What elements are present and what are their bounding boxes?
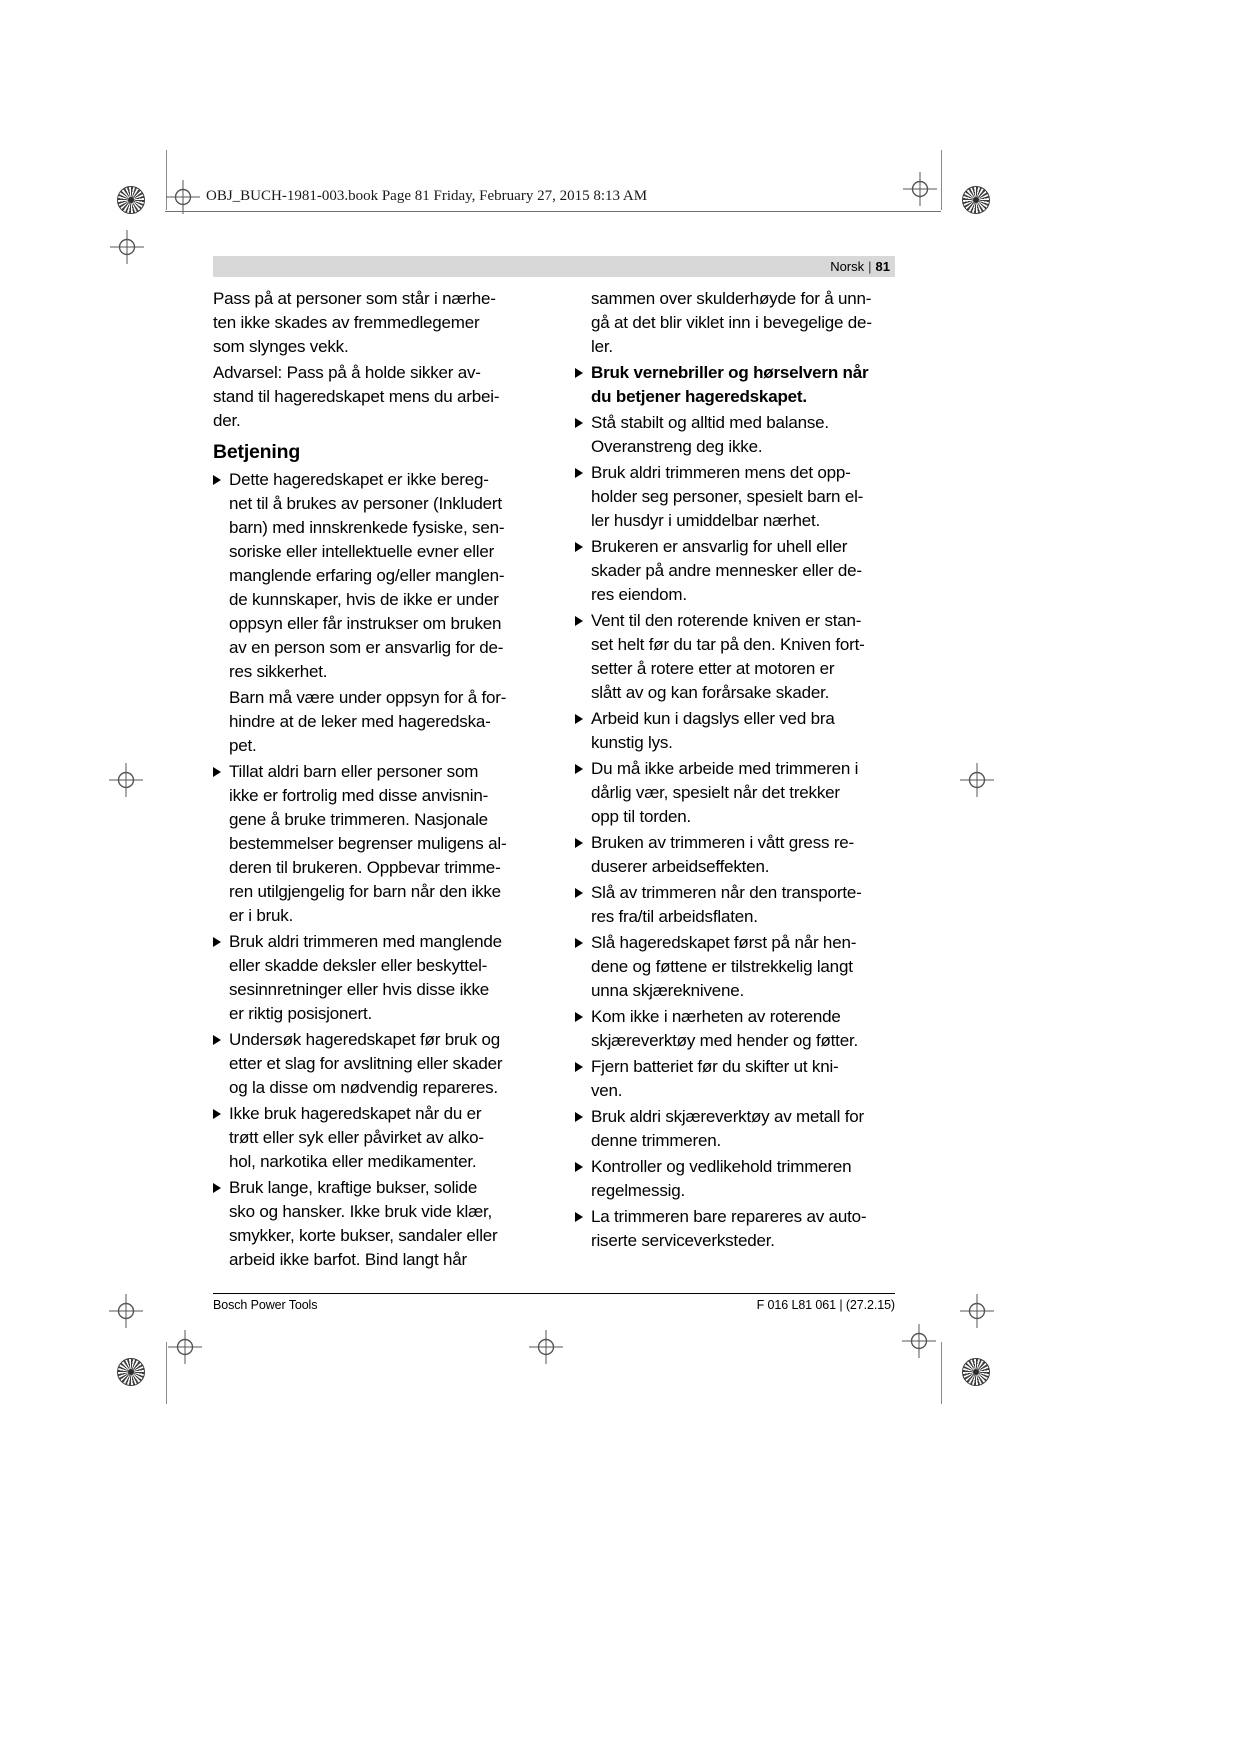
registration-mark-icon (110, 230, 144, 264)
bullet-text: Du må ikke arbeide med trimmeren i dårlig vær, spesielt når det trekker opp til torden. (591, 759, 859, 826)
registration-mark-icon (109, 1294, 143, 1328)
bullet-item (213, 468, 545, 684)
separator: | (868, 259, 872, 274)
registration-mark-icon (903, 172, 937, 206)
bullet-arrow-icon (575, 1155, 591, 1203)
language-label: Norsk (830, 259, 865, 274)
crop-mark (941, 150, 942, 210)
bullet-item (575, 609, 905, 705)
bullet-item (213, 1176, 545, 1272)
bullet-item (575, 535, 905, 607)
footer-rule (213, 1293, 895, 1294)
bullet-text: Vent til den roterende kniven er stan- set helt før du tar på den. Kniven fort- setter å rotere etter at motoren er slått av og kan forårsake skader. (591, 611, 865, 702)
bullet-text: La trimmeren bare repareres av auto- riserte serviceverksteder. (591, 1207, 867, 1250)
bullet-arrow-icon (575, 707, 591, 755)
bullet-text: Kontroller og vedlikehold trimmeren regelmessig. (591, 1157, 852, 1200)
page-number: 81 (875, 259, 890, 274)
bullet-arrow-icon (575, 757, 591, 829)
bullet-item (575, 361, 905, 409)
bullet-arrow-icon (575, 535, 591, 607)
bullet-arrow-icon (213, 1176, 229, 1272)
registration-mark-icon (109, 763, 143, 797)
left-column (213, 287, 545, 1274)
bullet-text: Brukeren er ansvarlig for uhell eller skader på andre mennesker eller de- res eiendom. (591, 537, 862, 604)
bullet-item (575, 411, 905, 459)
bullet-arrow-icon (575, 931, 591, 1003)
bullet-text: Slå av trimmeren når den transporte- res fra/til arbeidsflaten. (591, 883, 862, 926)
crop-mark (166, 1342, 167, 1404)
bullet-item (213, 1028, 545, 1100)
color-control-mark-icon (117, 186, 145, 214)
color-control-mark-icon (962, 1358, 990, 1386)
bullet-text: Bruk aldri skjæreverktøy av metall for denne trimmeren. (591, 1107, 864, 1150)
bullet-item (575, 1055, 905, 1103)
paragraph: Pass på at personer som står i nærhe- ten ikke skades av fremmedlegemer som slynges vekk. (213, 289, 496, 356)
bullet-text: Bruk vernebriller og hørselvern når du betjener hageredskapet. (591, 363, 869, 406)
bullet-text: Bruk aldri trimmeren mens det opp- holder seg personer, spesielt barn el- ler husdyr i umiddelbar nærhet. (591, 463, 864, 530)
bullet-text: Slå hageredskapet først på når hen- dene og føttene er tilstrekkelig langt unna skjæreknivene. (591, 933, 857, 1000)
paragraph: Advarsel: Pass på å holde sikker av- stand til hageredskapet mens du arbei- der. (213, 363, 500, 430)
bullet-item (213, 760, 545, 928)
bullet-item (213, 1102, 545, 1174)
bullet-text: Bruk aldri trimmeren med manglende eller skadde deksler eller beskyttel- sesinnretninger eller hvis disse ikke er riktig posisjonert. (229, 932, 502, 1023)
header-rule (165, 211, 941, 212)
bullet-text: Kom ikke i nærheten av roterende skjæreverktøy med hender og føtter. (591, 1007, 858, 1050)
page-footer (213, 1298, 895, 1312)
registration-mark-icon (168, 1330, 202, 1364)
bullet-item (575, 931, 905, 1003)
registration-mark-icon (960, 1294, 994, 1328)
bullet-item (575, 881, 905, 929)
bullet-arrow-icon (213, 930, 229, 1026)
registration-mark-icon (902, 1324, 936, 1358)
bullet-text: Arbeid kun i dagslys eller ved bra kunstig lys. (591, 709, 835, 752)
bullet-item (575, 831, 905, 879)
bullet-text: Ikke bruk hageredskapet når du er trøtt eller syk eller påvirket av alko- hol, narkotika eller medikamenter. (229, 1104, 484, 1171)
section-heading: Betjening (213, 441, 301, 463)
bullet-arrow-icon (575, 1205, 591, 1253)
paragraph: Barn må være under oppsyn for å for- hindre at de leker med hageredska- pet. (229, 688, 507, 755)
crop-mark (941, 1342, 942, 1404)
bullet-text: Bruk lange, kraftige bukser, solide sko og hansker. Ikke bruk vide klær, smykker, korte bukser, sandaler eller arbeid ikke barfot. Bind langt hår (229, 1178, 498, 1269)
paragraph: sammen over skulderhøyde for å unn- gå at det blir viklet inn i bevegelige de- ler. (591, 289, 872, 356)
body-columns (213, 287, 913, 1274)
bullet-arrow-icon (213, 1028, 229, 1100)
bullet-item (575, 757, 905, 829)
bullet-item (575, 1005, 905, 1053)
bullet-text: Dette hageredskapet er ikke bereg- net til å brukes av personer (Inkludert barn) med innskrenkede fysiske, sen- soriske eller intellektuelle evner eller manglende erfaring og/eller manglen- de kunnskaper, hvis de ikke er under oppsyn eller får instrukser om bruken av en person som er ansvarlig for de- res sikkerhet. (229, 470, 505, 681)
bullet-arrow-icon (575, 609, 591, 705)
registration-mark-icon (529, 1330, 563, 1364)
bullet-arrow-icon (575, 831, 591, 879)
right-column (575, 287, 905, 1274)
color-control-mark-icon (962, 186, 990, 214)
bullet-text: Fjern batteriet før du skifter ut kni- ven. (591, 1057, 839, 1100)
bullet-arrow-icon (575, 461, 591, 533)
color-control-mark-icon (117, 1358, 145, 1386)
registration-mark-icon (166, 180, 200, 214)
bullet-text: Bruken av trimmeren i vått gress re- duserer arbeidseffekten. (591, 833, 854, 876)
bullet-arrow-icon (575, 1105, 591, 1153)
bullet-arrow-icon (213, 468, 229, 684)
bullet-arrow-icon (575, 361, 591, 409)
bullet-item (575, 707, 905, 755)
footer-document-code: F 016 L81 061 | (27.2.15) (756, 1298, 895, 1312)
registration-mark-icon (960, 763, 994, 797)
language-bar (213, 256, 895, 277)
print-banner: OBJ_BUCH-1981-003.book Page 81 Friday, February 27, 2015 8:13 AM (206, 188, 648, 204)
bullet-item (213, 930, 545, 1026)
bullet-text: Undersøk hageredskapet før bruk og etter et slag for avslitning eller skader og la disse om nødvendig repareres. (229, 1030, 503, 1097)
bullet-arrow-icon (213, 760, 229, 928)
bullet-text: Tillat aldri barn eller personer som ikke er fortrolig med disse anvisnin- gene å bruke trimmeren. Nasjonale bestemmelser begrenser muligens al- deren til brukeren. Oppbevar trimme- ren utilgjengelig for barn når den ikke er i bruk. (229, 762, 507, 925)
bullet-item (575, 1105, 905, 1153)
bullet-arrow-icon (575, 411, 591, 459)
bullet-text: Stå stabilt og alltid med balanse. Overanstreng deg ikke. (591, 413, 829, 456)
bullet-item (575, 1155, 905, 1203)
footer-brand: Bosch Power Tools (213, 1298, 318, 1312)
bullet-arrow-icon (213, 1102, 229, 1174)
bullet-item (575, 1205, 905, 1253)
bullet-arrow-icon (575, 881, 591, 929)
bullet-arrow-icon (575, 1055, 591, 1103)
bullet-arrow-icon (575, 1005, 591, 1053)
bullet-item (575, 461, 905, 533)
